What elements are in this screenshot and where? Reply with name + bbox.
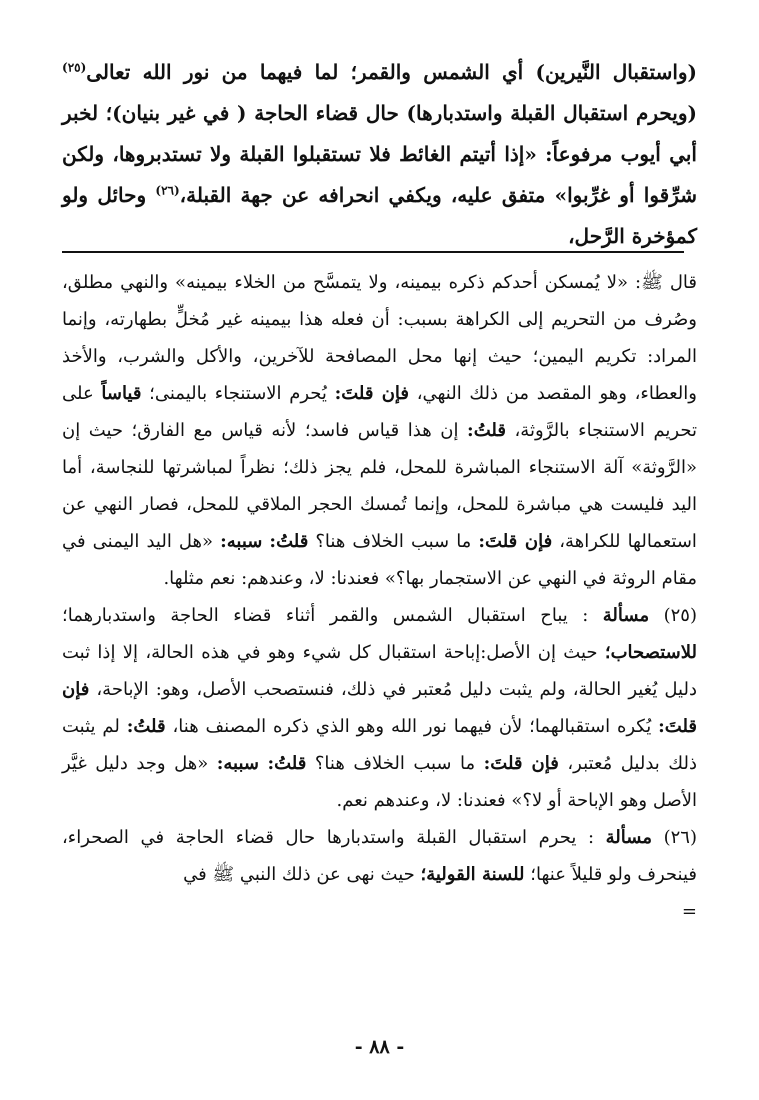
fa-in-qulta-label: فإن قلتَ: — [478, 531, 553, 552]
fa-in-qulta-label: فإن قلتَ: — [334, 383, 410, 404]
fn-text-segment: ما سبب الخلاف هنا؟ — [314, 753, 476, 774]
footnote-continuation — [62, 264, 697, 597]
main-text-line-1: (واستقبال النَّيرين) أي الشمس والقمر؛ لما فيهما من نور الله تعالى — [86, 60, 697, 84]
fn-text-segment: «هل اليد اليمنى في مقام الروثة في النهي عن الاستجمار بها؟» فعندنا: لا، وعندهم: نعم مثلها. — [62, 531, 697, 589]
main-text-line-3: وحائل ولو كمؤخرة الرَّحل، — [62, 183, 697, 248]
footnotes — [62, 264, 697, 930]
fn-text-segment: يُحرم الاستنجاء باليمنى؛ — [149, 383, 327, 404]
fn-text-segment: يُكره استقبالهما؛ لأن فيهما نور الله وهو الذي ذكره المصنف هنا، — [172, 716, 652, 737]
masala-label: مسألة — [602, 605, 650, 626]
footnote-ref-26: (٢٦) — [155, 183, 180, 198]
fn-text-segment: حيث إن الأصل:إباحة استقبال كل شيء وهو في هذه الحالة، إلا إذا ثبت دليل يُغير الحالة، ولم يثبت دليل مُعتبر في ذلك، فنستصحب الأصل، وهو: الإباحة، — [62, 642, 697, 700]
footnote-26 — [62, 819, 697, 893]
qiyasan-label: قياساً — [101, 383, 142, 404]
fn-text-segment: حيث نهى عن ذلك النبي ﷺ في — [183, 864, 415, 885]
footnote-number: (٢٥) — [663, 605, 697, 626]
footnote-25 — [62, 597, 697, 819]
fn-text-segment: : يحرم استقبال القبلة واستدبارها حال قضاء الحاجة في الصحراء، فينحرف ولو قليلاً عنها؛ — [62, 827, 697, 885]
fn-text-segment: ما سبب الخلاف هنا؟ — [315, 531, 472, 552]
main-text — [62, 52, 697, 257]
istishab-label: للاستصحاب؛ — [604, 642, 697, 663]
qultu-label: قلتُ: — [269, 531, 309, 552]
qultu-label: قلتُ: — [126, 716, 166, 737]
continues-mark: = — [681, 901, 697, 922]
footnote-number: (٢٦) — [663, 827, 697, 848]
fn-text-segment: : يباح استقبال الشمس والقمر أثناء قضاء الحاجة واستدبارهما؛ — [62, 605, 589, 626]
qultu-label: قلتُ: — [467, 420, 506, 441]
masala-label: مسألة — [605, 827, 652, 848]
qultu-label: قلتُ: — [267, 753, 307, 774]
continuation-mark — [62, 893, 697, 930]
footnote-separator — [62, 251, 684, 253]
fn-text-segment: على تحريم الاستنجاء بالرَّوثة، — [62, 383, 697, 441]
fn-text-segment: لم يثبت ذلك بدليل مُعتبر، — [62, 716, 697, 774]
page-number: - ٨٨ - — [354, 1036, 405, 1058]
fn-text-segment: إن هذا قياس فاسد؛ لأنه قياس مع الفارق؛ حيث إن «الرَّوثة» آلة الاستنجاء المباشرة للمحل، فلم يجز ذلك؛ نظراً لمباشرتها للنجاسة، أما اليد فليست هي مباشرة للمحل، وإنما تُمسك الحجر الملاقي للمحل، فصار النهي عن استعمالها للكراهة، — [62, 420, 697, 552]
fa-in-qulta-label: فإن قلتَ: — [483, 753, 559, 774]
fa-in-qulta-label: فإن قلتَ: — [62, 679, 698, 737]
footnote-ref-25: (٢٥) — [62, 60, 87, 75]
sunna-label: للسنة القولية؛ — [420, 864, 525, 885]
fn-text-segment: «هل وجد دليل غيَّر الأصل وهو الإباحة أو لا؟» فعندنا: لا، وعندهم نعم. — [62, 753, 697, 811]
sababuhu-label: سببه: — [216, 753, 259, 774]
fn-text-segment: قال ﷺ: «لا يُمسكن أحدكم ذكره بيمينه، ولا يتمسَّح من الخلاء بيمينه» والنهي مطلق، وصُرف من التحريم إلى الكراهة بسبب: أن فعله هذا بيمينه غير مُخلٍّ بطهارته، وإنما المراد: تكريم اليمين؛ حيث إنها محل المصافحة للآخرين، والأكل والشرب، والأخذ والعطاء، وهو المقصد من ذلك النهي، — [62, 272, 697, 404]
main-text-line-2: (ويحرم استقبال القبلة واستدبارها) حال قضاء الحاجة ( في غير بنيان)؛ لخبر أبي أيوب مرفوعاً: «إذا أتيتم الغائط فلا تستقبلوا القبلة ولا تستدبروها، ولكن شرِّقوا أو غرِّبوا» متفق عليه، ويكفي انحرافه عن جهة القبلة، — [62, 101, 697, 207]
main-paragraph — [62, 52, 697, 257]
sababuhu-label: سببه: — [220, 531, 263, 552]
